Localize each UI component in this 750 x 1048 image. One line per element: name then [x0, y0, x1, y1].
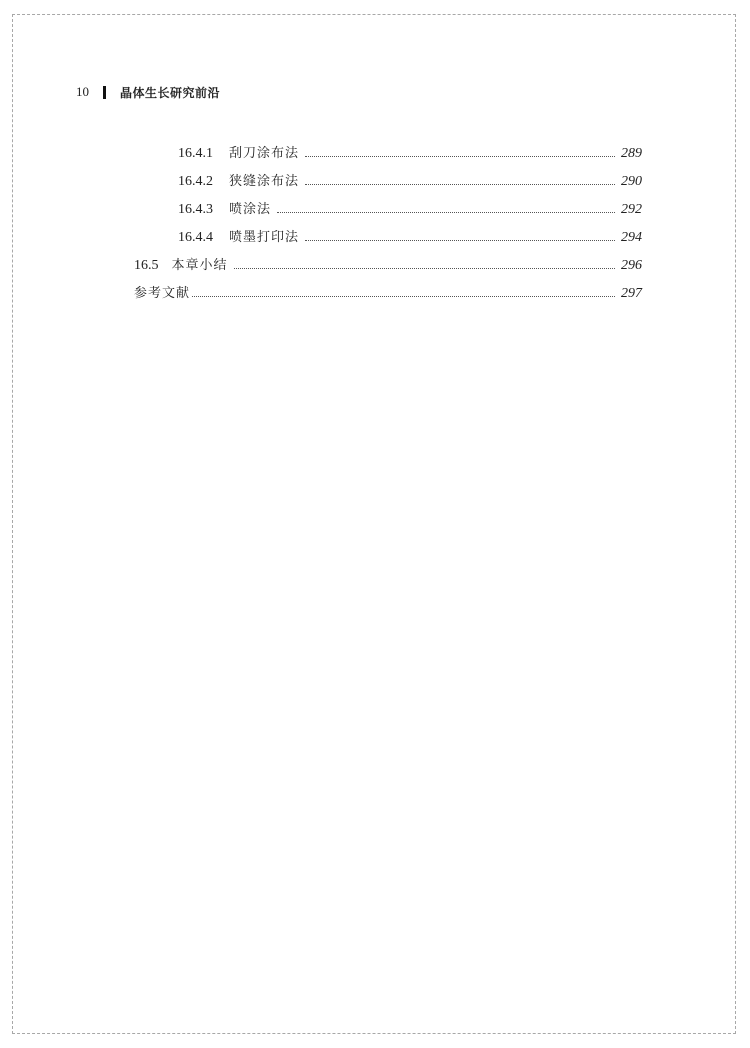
running-header [76, 83, 220, 101]
header-divider-bar [103, 86, 106, 99]
toc-entry[interactable] [134, 254, 642, 276]
toc-leader-dots [305, 240, 615, 241]
toc-entry[interactable] [134, 282, 642, 304]
toc-entry-number: 16.5 [134, 258, 159, 273]
toc-entry[interactable] [178, 226, 642, 248]
toc-leader-dots [234, 268, 615, 269]
toc-leader-dots [192, 296, 615, 297]
page-number: 10 [76, 84, 89, 99]
toc-entry-page: 297 [621, 286, 642, 301]
toc-entry-title: 参考文献 [134, 286, 191, 301]
toc-entry[interactable] [178, 198, 642, 220]
toc-entry-title: 刮刀涂布法 [229, 146, 300, 161]
toc-entry-title: 本章小结 [171, 258, 228, 273]
toc-entry-number: 16.4.2 [178, 174, 213, 189]
page-frame [12, 14, 736, 1034]
toc-leader-dots [305, 184, 615, 185]
toc-entry[interactable] [178, 142, 642, 164]
toc-leader-dots [305, 156, 615, 157]
toc-entry-page: 292 [621, 202, 642, 217]
toc-entry-page: 290 [621, 174, 642, 189]
toc-entry-title: 喷墨打印法 [229, 230, 300, 245]
toc-entry[interactable] [178, 170, 642, 192]
toc-entry-number: 16.4.4 [178, 230, 213, 245]
toc-entry-page: 296 [621, 258, 642, 273]
toc-entry-page: 289 [621, 146, 642, 161]
toc-entry-title: 狭缝涂布法 [229, 174, 300, 189]
toc-entry-title: 喷涂法 [229, 202, 272, 217]
toc-leader-dots [277, 212, 615, 213]
toc-entry-number: 16.4.1 [178, 146, 213, 161]
book-title: 晶体生长研究前沿 [120, 85, 221, 100]
toc-entry-number: 16.4.3 [178, 202, 213, 217]
toc-entry-page: 294 [621, 230, 642, 245]
